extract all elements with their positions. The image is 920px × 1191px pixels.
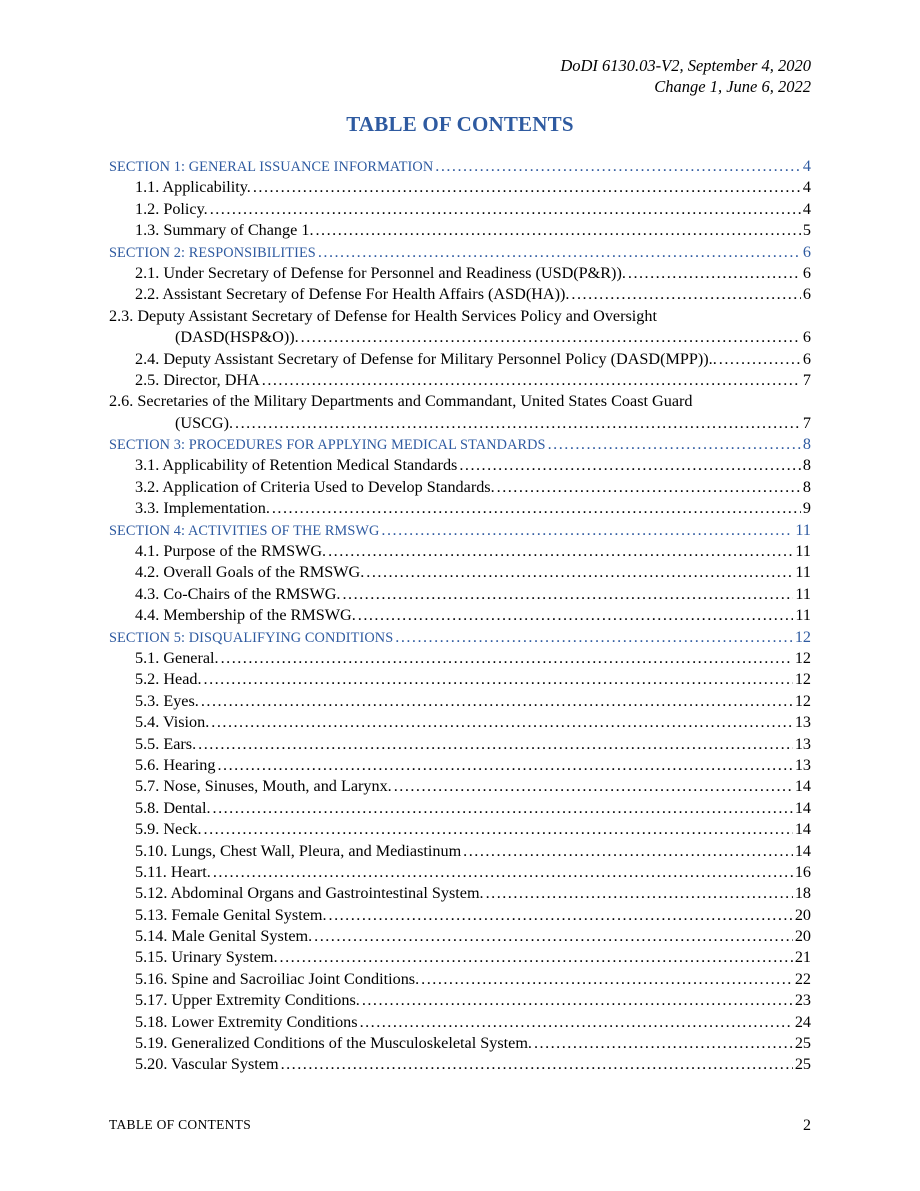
toc-entry[interactable] [109, 541, 811, 562]
toc-entry[interactable] [109, 691, 811, 712]
dot-leader [272, 498, 801, 519]
dot-leader [435, 156, 801, 177]
dot-leader [342, 584, 793, 605]
toc-entry[interactable] [109, 284, 811, 305]
toc-entry[interactable] [109, 841, 811, 862]
toc-entry-label[interactable]: 4.1. Purpose of the RMSWG. [135, 542, 327, 561]
page-title [0, 112, 920, 137]
dot-leader [318, 242, 801, 263]
dot-leader [316, 220, 801, 241]
toc-page-number[interactable]: 7 [802, 370, 811, 389]
toc-entry[interactable] [109, 1054, 811, 1075]
toc-entry-label[interactable]: 5.12. Abdominal Organs and Gastrointestinal System. [135, 884, 484, 903]
document-id: DoDI 6130.03-V2, September 4, 2020 [560, 56, 811, 75]
dot-leader [459, 455, 801, 476]
dot-leader [213, 862, 793, 883]
toc-entry-label[interactable]: 5.16. Spine and Sacroiliac Joint Conditions. [135, 969, 420, 988]
dot-leader [719, 349, 801, 370]
dot-leader [328, 541, 793, 562]
dot-leader [204, 819, 793, 840]
toc-entry-label[interactable]: 3.3. Implementation. [135, 499, 270, 518]
toc-page-number[interactable]: 4 [802, 199, 811, 218]
toc-page-number[interactable]: 11 [795, 520, 811, 539]
toc-entry[interactable] [109, 455, 811, 476]
toc-entry[interactable] [109, 1033, 811, 1054]
toc-entry[interactable] [109, 177, 811, 198]
toc-entry-label[interactable]: 2.5. Director, DHA [135, 370, 260, 389]
toc-entry[interactable] [109, 562, 811, 583]
dot-leader [253, 177, 801, 198]
toc-page-number[interactable]: 13 [794, 713, 811, 732]
toc-page-number[interactable]: 13 [794, 755, 811, 774]
footer-page-number: 2 [803, 1117, 811, 1134]
toc-page-number[interactable]: 14 [794, 820, 811, 839]
dot-leader [198, 734, 793, 755]
toc-entry-label[interactable]: 5.18. Lower Extremity Conditions [135, 1012, 358, 1031]
dot-leader [201, 691, 793, 712]
toc-entry[interactable] [109, 370, 811, 391]
toc-entry[interactable] [109, 712, 811, 733]
toc-page-number[interactable]: 16 [794, 862, 811, 881]
toc-page-number[interactable]: 8 [802, 477, 811, 496]
toc-entry[interactable] [109, 498, 811, 519]
toc-entry-label[interactable]: 5.11. Heart. [135, 862, 211, 881]
toc-page-number[interactable]: 14 [794, 777, 811, 796]
toc-entry-label[interactable]: SECTION 5: DISQUALIFYING CONDITIONS [109, 629, 394, 646]
toc-entry[interactable] [109, 990, 811, 1011]
toc-entry-label[interactable]: 5.15. Urinary System. [135, 948, 278, 967]
toc-page-number[interactable]: 21 [794, 948, 811, 967]
toc-page-number[interactable]: 6 [802, 263, 811, 282]
toc-entry-label[interactable]: 5.19. Generalized Conditions of the Musculoskeletal System. [135, 1034, 532, 1053]
toc-entry-label[interactable]: 2.2. Assistant Secretary of Defense For Health Affairs (ASD(HA)). [135, 285, 570, 304]
dot-leader [211, 712, 793, 733]
toc-page-number[interactable]: 8 [802, 435, 811, 454]
toc-entry[interactable] [109, 263, 811, 284]
toc-entry-label[interactable]: 5.10. Lungs, Chest Wall, Pleura, and Mediastinum [135, 841, 462, 860]
toc-entry-label[interactable]: (DASD(HSP&O)). [175, 328, 299, 347]
toc-entry[interactable] [109, 391, 811, 412]
toc-page-number[interactable]: 6 [802, 328, 811, 347]
toc-page-number[interactable]: 5 [802, 221, 811, 240]
dot-leader [571, 284, 800, 305]
toc-page-number[interactable]: 6 [802, 285, 811, 304]
toc-entry-label[interactable]: 5.3. Eyes. [135, 691, 199, 710]
toc-entry-label[interactable]: 5.20. Vascular System [135, 1055, 279, 1074]
document-header [560, 55, 811, 97]
dot-leader [221, 648, 793, 669]
toc-page-number[interactable]: 12 [794, 670, 811, 689]
toc-entry-label[interactable]: (USCG). [175, 413, 234, 432]
toc-entry[interactable] [109, 648, 811, 669]
toc-entry[interactable] [109, 1012, 811, 1033]
toc-page-number[interactable]: 25 [794, 1034, 811, 1053]
dot-leader [280, 947, 793, 968]
dot-leader [381, 520, 793, 541]
dot-leader [217, 755, 792, 776]
toc-page-number[interactable]: 11 [795, 606, 811, 625]
toc-entry-label[interactable]: 5.2. Head. [135, 670, 202, 689]
toc-entry[interactable] [109, 883, 811, 904]
toc-entry[interactable] [109, 734, 811, 755]
page-footer [109, 1117, 811, 1135]
toc-entry[interactable] [109, 798, 811, 819]
dot-leader [548, 434, 801, 455]
toc-entry[interactable] [109, 199, 811, 220]
toc-page-number[interactable]: 11 [795, 542, 811, 561]
toc-page-number[interactable]: 14 [794, 798, 811, 817]
toc-entry-label[interactable]: 2.1. Under Secretary of Defense for Personnel and Readiness (USD(P&R)). [135, 263, 626, 282]
toc-section-entry[interactable] [109, 156, 811, 177]
toc-entry-label[interactable]: 1.3. Summary of Change 1. [135, 221, 314, 240]
toc-entry-label[interactable]: 5.13. Female Genital System. [135, 905, 327, 924]
toc-entry-label[interactable]: 4.3. Co-Chairs of the RMSWG. [135, 584, 341, 603]
toc-entry-label[interactable]: 5.7. Nose, Sinuses, Mouth, and Larynx. [135, 777, 392, 796]
toc-page-number[interactable]: 18 [794, 884, 811, 903]
dot-leader [358, 605, 794, 626]
toc-page-number[interactable]: 23 [794, 991, 811, 1010]
toc-page-number[interactable]: 13 [794, 734, 811, 753]
toc-entry-label[interactable]: 5.5. Ears. [135, 734, 197, 753]
toc-entry-label[interactable]: 2.6. Secretaries of the Military Departments and Commandant, United States Coast Guard [109, 392, 693, 411]
toc-entry-label[interactable]: 5.17. Upper Extremity Conditions. [135, 991, 360, 1010]
toc-page-number[interactable]: 7 [802, 413, 811, 432]
toc-entry[interactable] [109, 220, 811, 241]
toc-entry[interactable] [109, 862, 811, 883]
toc-page-number[interactable]: 12 [794, 627, 811, 646]
dot-leader [628, 263, 801, 284]
dot-leader [366, 562, 793, 583]
dot-leader [301, 327, 801, 348]
change-date: Change 1, June 6, 2022 [654, 77, 811, 96]
dot-leader [534, 1033, 793, 1054]
toc-entry[interactable] [109, 947, 811, 968]
toc-entry[interactable] [109, 776, 811, 797]
toc-page-number[interactable]: 4 [802, 157, 811, 175]
toc-entry-label[interactable]: 5.9. Neck. [135, 820, 202, 839]
dot-leader [329, 905, 793, 926]
table-of-contents [109, 156, 811, 1076]
toc-entry-label[interactable]: 1.2. Policy. [135, 199, 208, 218]
toc-page-number[interactable]: 6 [802, 349, 811, 368]
toc-page-number[interactable]: 6 [802, 242, 811, 261]
toc-entry-label[interactable]: 2.3. Deputy Assistant Secretary of Defense for Health Services Policy and Oversight [109, 306, 657, 325]
toc-entry-label[interactable]: SECTION 3: PROCEDURES FOR APPLYING MEDICAL STANDARDS [109, 437, 546, 454]
toc-page-number[interactable]: 12 [794, 648, 811, 667]
toc-page-number[interactable]: 14 [794, 841, 811, 860]
toc-entry[interactable] [109, 413, 811, 434]
dot-leader [314, 926, 793, 947]
toc-page-number[interactable]: 25 [794, 1055, 811, 1074]
dot-leader [463, 841, 793, 862]
toc-page-number[interactable]: 11 [795, 584, 811, 603]
toc-section-entry[interactable] [109, 242, 811, 263]
toc-entry-label[interactable]: SECTION 1: GENERAL ISSUANCE INFORMATION [109, 159, 434, 175]
dot-leader [360, 1012, 793, 1033]
toc-entry[interactable] [109, 669, 811, 690]
toc-entry-label[interactable]: 5.6. Hearing [135, 755, 216, 774]
dot-leader [362, 990, 793, 1011]
toc-section-entry[interactable] [109, 520, 811, 541]
dot-leader [281, 1054, 793, 1075]
dot-leader [235, 413, 801, 434]
toc-page-number[interactable]: 11 [795, 563, 811, 582]
dot-leader [262, 370, 801, 391]
toc-page-number[interactable]: 22 [794, 969, 811, 988]
dot-leader [213, 798, 793, 819]
toc-section-entry[interactable] [109, 434, 811, 455]
toc-entry[interactable] [109, 477, 811, 498]
page-title-text: TABLE OF CONTENTS [346, 112, 574, 136]
dot-leader [421, 969, 793, 990]
toc-entry[interactable] [109, 306, 811, 327]
toc-entry[interactable] [109, 969, 811, 990]
toc-entry[interactable] [109, 819, 811, 840]
toc-entry-label[interactable]: SECTION 4: ACTIVITIES OF THE RMSWG [109, 522, 380, 539]
toc-entry-label[interactable]: 3.2. Application of Criteria Used to Develop Standards. [135, 477, 495, 496]
toc-page-number[interactable]: 20 [794, 927, 811, 946]
toc-section-entry[interactable] [109, 627, 811, 648]
toc-entry-label[interactable]: 5.14. Male Genital System. [135, 927, 313, 946]
toc-entry[interactable] [109, 327, 811, 348]
dot-leader [204, 669, 793, 690]
toc-page-number[interactable]: 4 [802, 178, 811, 197]
dot-leader [394, 776, 793, 797]
toc-entry[interactable] [109, 349, 811, 370]
dot-leader [210, 199, 801, 220]
toc-entry-label[interactable]: 2.4. Deputy Assistant Secretary of Defense for Military Personnel Policy (DASD(MPP)).. [135, 349, 717, 368]
dot-leader [395, 627, 793, 648]
toc-entry-label[interactable]: SECTION 2: RESPONSIBILITIES [109, 244, 316, 261]
toc-entry-label[interactable]: 4.4. Membership of the RMSWG. [135, 606, 356, 625]
toc-entry-label[interactable]: 5.8. Dental. [135, 798, 211, 817]
toc-entry[interactable] [109, 755, 811, 776]
toc-page-number[interactable]: 20 [794, 905, 811, 924]
toc-entry[interactable] [109, 584, 811, 605]
toc-entry-label[interactable]: 3.1. Applicability of Retention Medical Standards [135, 456, 458, 475]
dot-leader [497, 477, 801, 498]
toc-entry[interactable] [109, 905, 811, 926]
toc-entry[interactable] [109, 605, 811, 626]
toc-page-number[interactable]: 9 [802, 499, 811, 518]
toc-entry-label[interactable]: 1.1. Applicability. [135, 178, 251, 197]
toc-entry-label[interactable]: 4.2. Overall Goals of the RMSWG. [135, 563, 365, 582]
toc-page-number[interactable]: 8 [802, 456, 811, 475]
toc-entry-label[interactable]: 5.4. Vision. [135, 713, 210, 732]
toc-page-number[interactable]: 24 [794, 1012, 811, 1031]
toc-page-number[interactable]: 12 [794, 691, 811, 710]
dot-leader [486, 883, 793, 904]
toc-entry[interactable] [109, 926, 811, 947]
toc-entry-label[interactable]: 5.1. General. [135, 648, 219, 667]
footer-label: TABLE OF CONTENTS [109, 1117, 252, 1132]
